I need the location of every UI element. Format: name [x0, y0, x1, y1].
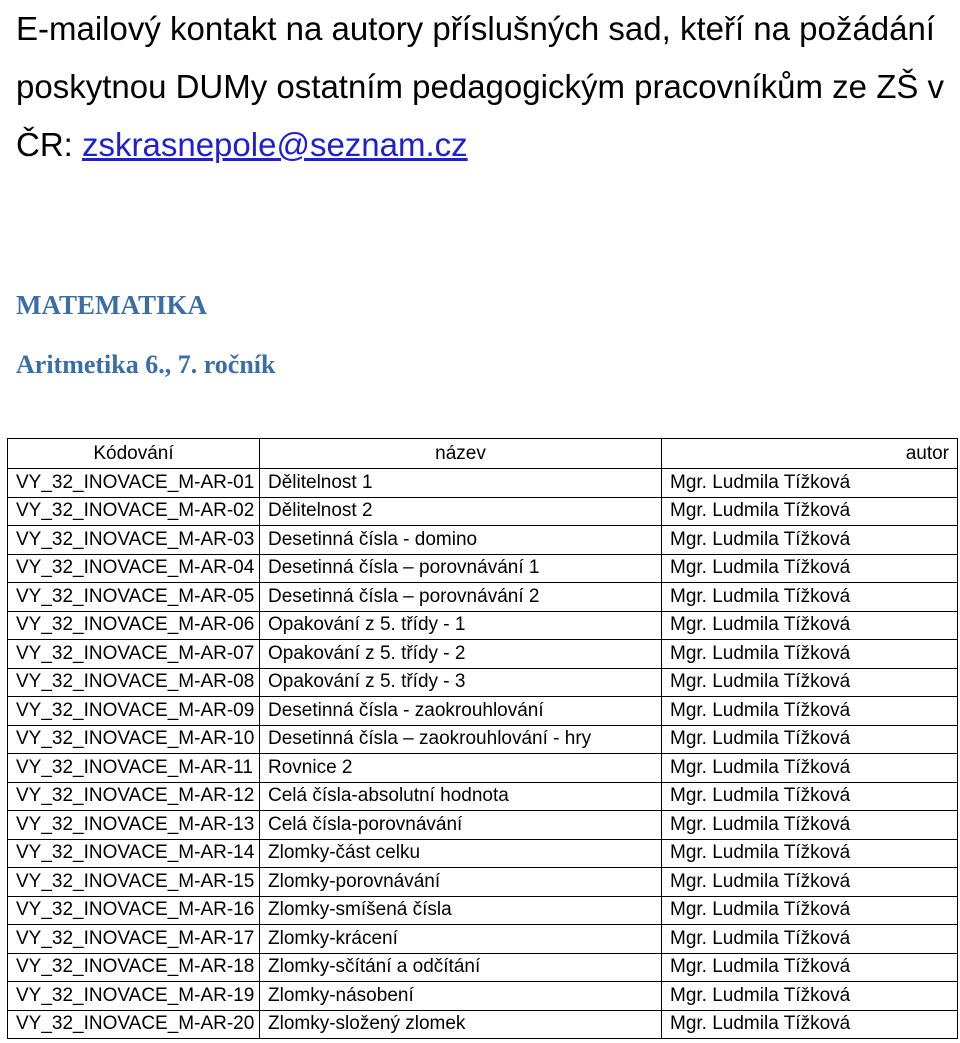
contact-text: E-mailový kontakt na autory příslušných sad, kteří na požádání poskytnou DUMy ostatním pedagogickým pracovníkům ze ZŠ v ČR:: [16, 10, 945, 163]
cell-author: Mgr. Ludmila Tížková: [662, 611, 958, 640]
contact-email-link[interactable]: zskrasnepole@seznam.cz: [82, 126, 468, 163]
cell-code: VY_32_INOVACE_M-AR-08: [8, 668, 260, 697]
subject-heading: MATEMATIKA: [16, 290, 207, 320]
cell-author: Mgr. Ludmila Tížková: [662, 811, 958, 840]
contact-paragraph: [16, 0, 946, 174]
table-row: [8, 583, 958, 612]
table-row: [8, 925, 958, 954]
cell-author: Mgr. Ludmila Tížková: [662, 896, 958, 925]
cell-code: VY_32_INOVACE_M-AR-13: [8, 811, 260, 840]
cell-code: VY_32_INOVACE_M-AR-09: [8, 697, 260, 726]
cell-name: Zlomky-porovnávání: [260, 868, 662, 897]
cell-author: Mgr. Ludmila Tížková: [662, 469, 958, 498]
cell-author: Mgr. Ludmila Tížková: [662, 583, 958, 612]
table-body: [8, 469, 958, 1039]
cell-author: Mgr. Ludmila Tížková: [662, 668, 958, 697]
cell-name: Dělitelnost 2: [260, 497, 662, 526]
table-row: [8, 953, 958, 982]
cell-name: Zlomky-smíšená čísla: [260, 896, 662, 925]
table-header-row: [8, 439, 958, 469]
cell-name: Opakování z 5. třídy - 1: [260, 611, 662, 640]
table-row: [8, 1010, 958, 1039]
cell-code: VY_32_INOVACE_M-AR-02: [8, 497, 260, 526]
table-row: [8, 811, 958, 840]
header-author: autor: [662, 439, 958, 469]
table-row: [8, 868, 958, 897]
table-row: [8, 526, 958, 555]
cell-author: Mgr. Ludmila Tížková: [662, 868, 958, 897]
cell-code: VY_32_INOVACE_M-AR-10: [8, 725, 260, 754]
cell-name: Desetinná čísla - domino: [260, 526, 662, 555]
table-row: [8, 497, 958, 526]
cell-name: Desetinná čísla – porovnávání 2: [260, 583, 662, 612]
cell-code: VY_32_INOVACE_M-AR-07: [8, 640, 260, 669]
cell-code: VY_32_INOVACE_M-AR-17: [8, 925, 260, 954]
cell-name: Zlomky-část celku: [260, 839, 662, 868]
table-row: [8, 668, 958, 697]
cell-name: Zlomky-krácení: [260, 925, 662, 954]
header-code: Kódování: [8, 439, 260, 469]
table-row: [8, 697, 958, 726]
cell-code: VY_32_INOVACE_M-AR-06: [8, 611, 260, 640]
table-row: [8, 782, 958, 811]
cell-code: VY_32_INOVACE_M-AR-16: [8, 896, 260, 925]
cell-name: Desetinná čísla – zaokrouhlování - hry: [260, 725, 662, 754]
cell-name: Celá čísla-absolutní hodnota: [260, 782, 662, 811]
cell-author: Mgr. Ludmila Tížková: [662, 982, 958, 1011]
topic-heading: Aritmetika 6., 7. ročník: [16, 350, 276, 379]
header-name: název: [260, 439, 662, 469]
cell-code: VY_32_INOVACE_M-AR-15: [8, 868, 260, 897]
cell-code: VY_32_INOVACE_M-AR-05: [8, 583, 260, 612]
table-row: [8, 611, 958, 640]
cell-code: VY_32_INOVACE_M-AR-03: [8, 526, 260, 555]
table-row: [8, 754, 958, 783]
cell-code: VY_32_INOVACE_M-AR-01: [8, 469, 260, 498]
cell-author: Mgr. Ludmila Tížková: [662, 754, 958, 783]
cell-name: Desetinná čísla – porovnávání 1: [260, 554, 662, 583]
cell-author: Mgr. Ludmila Tížková: [662, 554, 958, 583]
cell-name: Zlomky-sčítání a odčítání: [260, 953, 662, 982]
cell-author: Mgr. Ludmila Tížková: [662, 697, 958, 726]
cell-author: Mgr. Ludmila Tížková: [662, 497, 958, 526]
cell-author: Mgr. Ludmila Tížková: [662, 526, 958, 555]
table-row: [8, 896, 958, 925]
cell-name: Zlomky-složený zlomek: [260, 1010, 662, 1039]
cell-name: Desetinná čísla - zaokrouhlování: [260, 697, 662, 726]
table-row: [8, 469, 958, 498]
table-row: [8, 640, 958, 669]
table-row: [8, 839, 958, 868]
cell-code: VY_32_INOVACE_M-AR-18: [8, 953, 260, 982]
cell-code: VY_32_INOVACE_M-AR-20: [8, 1010, 260, 1039]
dum-table: [7, 438, 958, 1039]
cell-name: Celá čísla-porovnávání: [260, 811, 662, 840]
cell-name: Dělitelnost 1: [260, 469, 662, 498]
cell-name: Opakování z 5. třídy - 2: [260, 640, 662, 669]
table-row: [8, 554, 958, 583]
cell-author: Mgr. Ludmila Tížková: [662, 925, 958, 954]
cell-author: Mgr. Ludmila Tížková: [662, 839, 958, 868]
cell-code: VY_32_INOVACE_M-AR-12: [8, 782, 260, 811]
cell-author: Mgr. Ludmila Tížková: [662, 640, 958, 669]
cell-name: Opakování z 5. třídy - 3: [260, 668, 662, 697]
table-row: [8, 725, 958, 754]
cell-code: VY_32_INOVACE_M-AR-14: [8, 839, 260, 868]
table-row: [8, 982, 958, 1011]
cell-author: Mgr. Ludmila Tížková: [662, 1010, 958, 1039]
cell-name: Rovnice 2: [260, 754, 662, 783]
cell-author: Mgr. Ludmila Tížková: [662, 953, 958, 982]
cell-code: VY_32_INOVACE_M-AR-19: [8, 982, 260, 1011]
cell-name: Zlomky-násobení: [260, 982, 662, 1011]
cell-author: Mgr. Ludmila Tížková: [662, 725, 958, 754]
cell-code: VY_32_INOVACE_M-AR-04: [8, 554, 260, 583]
cell-code: VY_32_INOVACE_M-AR-11: [8, 754, 260, 783]
cell-author: Mgr. Ludmila Tížková: [662, 782, 958, 811]
